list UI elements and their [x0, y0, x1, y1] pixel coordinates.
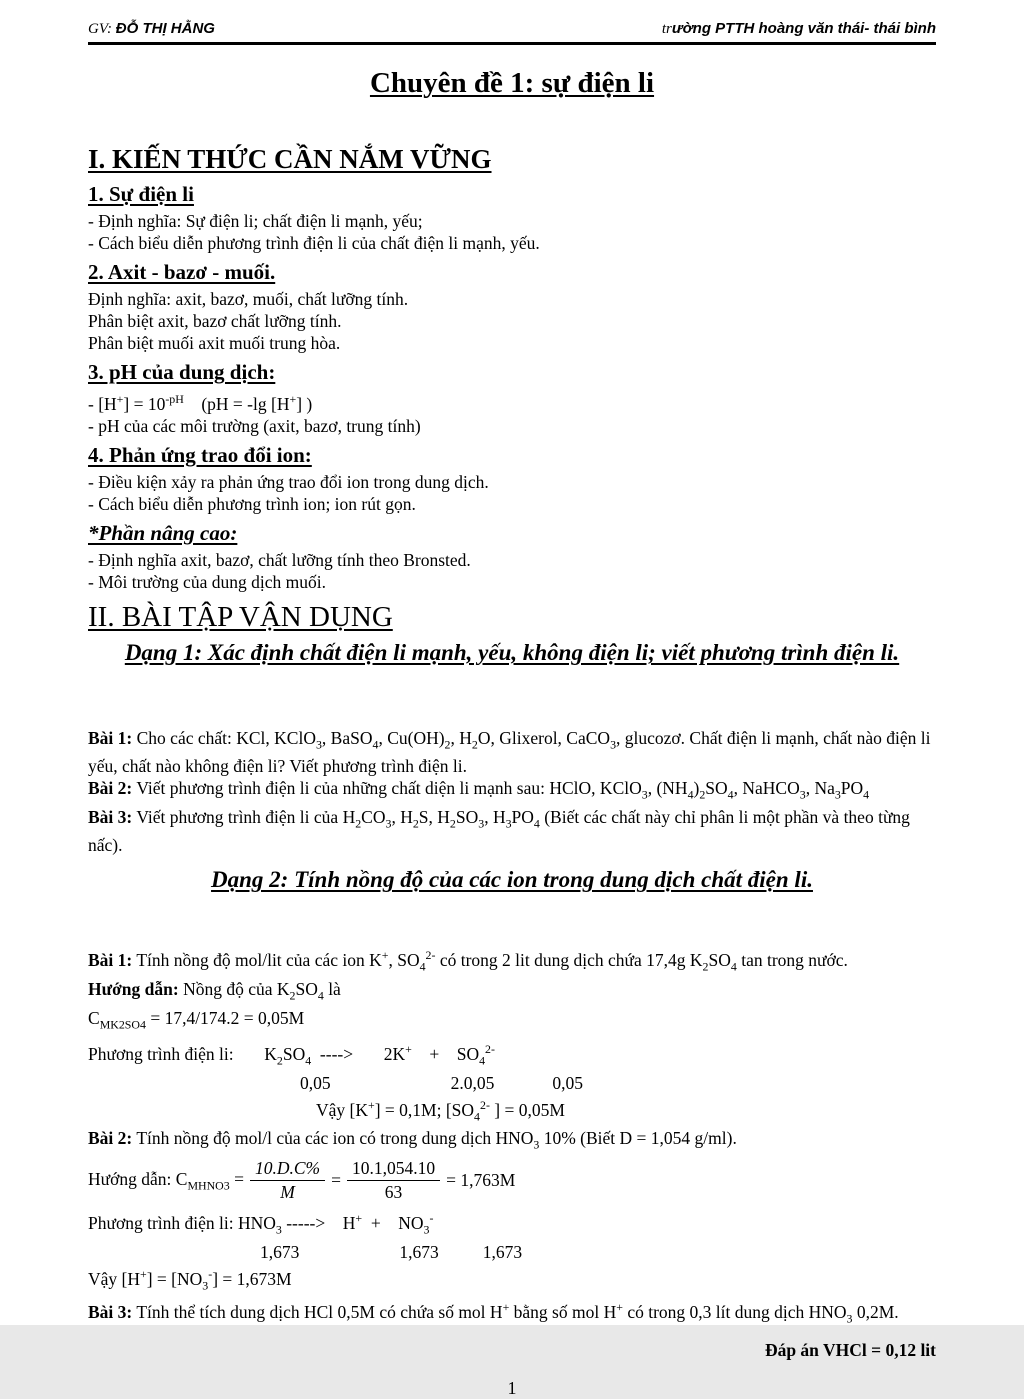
theory-advanced-line2: - Môi trường của dung dịch muối. [88, 571, 326, 592]
equals-sign: = [331, 1170, 341, 1191]
spacer [88, 669, 936, 727]
problem-text: Viết phương trình điện li của $H_2CO_3$, $H_2S$, $H_2SO_3$, $H_3PO_4$ (Biết các chất này chỉ phân li một phần và theo từng nấc). [88, 806, 910, 856]
dang2-problem-3 [88, 1296, 936, 1329]
header-teacher [88, 20, 215, 38]
exercises-section-heading: II. BÀI TẬP VẬN DỤNG [88, 600, 393, 633]
dang1-problem-1 [88, 727, 936, 778]
spacer [88, 896, 936, 944]
dang2-problem-2 [88, 1127, 936, 1156]
problem-label: Bài 1: [88, 727, 133, 748]
problem-text: Viết phương trình điện li của những chất diện li mạnh sau: HClO, KClO$_3$, $(NH_4)_2SO_4$, NaHCO$_3$, $Na_3PO_4$ [136, 778, 870, 802]
dang1-problem-2 [88, 777, 936, 806]
problem-label: Bài 2: [88, 778, 133, 799]
theory-sub3-line2: - pH của các môi trường (axit, bazơ, trung tính) [88, 415, 421, 436]
page-number: 1 [507, 1378, 517, 1399]
amount: 0,05 [552, 1072, 583, 1093]
dang2-heading: Dạng 2: Tính nồng độ của các ion trong dung dịch chất điện li. [211, 867, 813, 893]
theory-sub3-line1: - $[H^+] = 10^{-pH}$ (pH = -lg [H+] ) [88, 392, 313, 414]
equation2-conclusion: Vậy $[H^+] = [NO_3^-] = 1,673M$ [88, 1267, 292, 1293]
concentration-line: $C_{MK2SO4} = 17,4/174.2 = 0,05M$ [88, 1008, 305, 1032]
theory-sub1-line2: - Cách biểu diễn phương trình điện li của chất điện li mạnh, yếu. [88, 233, 540, 253]
fraction-numerator: 10.D.C% [250, 1158, 325, 1181]
fraction-symbolic [250, 1158, 325, 1203]
theory-sub3-heading: 3. pH của dung dịch: [88, 360, 276, 384]
fraction-denominator: 63 [384, 1182, 403, 1203]
teacher-prefix: GV: [88, 21, 116, 37]
theory-sub2-line2: Phân biệt axit, bazơ chất lưỡng tính. [88, 311, 342, 331]
fraction-denominator: M [280, 1182, 295, 1203]
problem-text: Cho các chất: KCl, KClO$_3$, BaSO$_4$, $Cu(OH)_2$, $H_2O$, Glixerol, CaCO$_3$, glucozơ. Chất điện li mạnh, chất nào điện li yếu, chất nào không điện li? Viết phương trình điện li. [88, 727, 931, 777]
solution-text: Nồng độ của $K_2SO_4$ là [183, 978, 341, 1003]
equation2-line: Phương trình điện li: $HNO_3$ -----> H+ + $NO_3^-$ [88, 1210, 434, 1237]
equation1-line: Phương trình điện li: $K_2SO_4$ ----> 2K+ + $SO_4^{2-}$ [88, 1041, 495, 1067]
dang2-solution1-intro [88, 978, 936, 1007]
theory-sub4-heading: 4. Phản ứng trao đổi ion: [88, 442, 312, 467]
theory-sub2-line3: Phân biệt muối axit muối trung hòa. [88, 333, 341, 353]
solution-label: Hướng dẫn: [88, 978, 179, 999]
amount: 1,673 [482, 1242, 523, 1263]
fraction-numeric [347, 1158, 440, 1203]
equation2-amounts [88, 1241, 936, 1263]
theory-sub1-heading: 1. Sự điện li [88, 182, 194, 206]
teacher-name: ĐỖ THỊ HẰNG [115, 20, 215, 37]
doc-title: Chuyên đề 1: sự điện li [369, 67, 655, 99]
theory-advanced-heading: *Phần nâng cao: [88, 520, 238, 545]
theory-sub4-line1: - Điều kiện xảy ra phản ứng trao đổi ion trong dung dịch. [88, 471, 489, 492]
problem-text: Tính thể tích dung dịch HCl 0,5M có chứa số mol H+ bằng số mol H+ có trong 0,3 lít dung dịch $HNO_3$ 0,2M. [136, 1300, 899, 1326]
theory-section-heading: I. KIẾN THỨC CẦN NẮM VỮNG [88, 144, 492, 174]
theory-sub1-line1: - Định nghĩa: Sự điện li; chất điện li mạnh, yếu; [88, 211, 423, 231]
dang2-problem-1 [88, 944, 936, 977]
fraction-numerator: 10.1,054.10 [347, 1158, 440, 1181]
solution2-formula [88, 1156, 936, 1206]
problem-label: Bài 3: [88, 806, 133, 827]
theory-sub2-heading: 2. Axit - bazơ - muối. [88, 260, 276, 284]
formula-result: = 1,763M [446, 1170, 516, 1191]
amount: 2.0,05 [450, 1072, 495, 1093]
dang1-problem-3 [88, 806, 936, 857]
equation1-conclusion: Vậy [K+] = 0,1M; [$SO_4^{2-}$ ] = 0,05M [316, 1097, 565, 1124]
amount: 1,673 [260, 1242, 300, 1263]
equation1-amounts [88, 1072, 936, 1094]
school-name: ường PTTH hoàng văn thái- thái bình [671, 20, 936, 37]
theory-sub4-line2: - Cách biểu diễn phương trình ion; ion rút gọn. [88, 493, 416, 514]
problem-text: Tính nồng độ mol/l của các ion có trong dung dịch $HNO_3$ 10% (Biết D = 1,054 g/ml). [136, 1128, 737, 1152]
dang1-heading: Dạng 1: Xác định chất điện li mạnh, yếu, không điện li; viết phương trình điện li. [124, 639, 900, 665]
page-header [88, 20, 936, 45]
school-prefix: tr [661, 21, 672, 37]
theory-advanced-line1: - Định nghĩa axit, bazơ, chất lưỡng tính theo Bronsted. [88, 549, 471, 570]
problem-label: Bài 3: [88, 1302, 133, 1323]
header-school [662, 20, 936, 38]
amount: 1,673 [399, 1242, 439, 1263]
problem-text: Tính nồng độ mol/lit của các ion K+, $SO_4^{2-}$ có trong 2 lit dung dịch chứa 17,4g $K_2SO_4$ tan trong nước. [136, 948, 848, 974]
answer-line: Đáp án VHCl = 0,12 lit [764, 1339, 936, 1360]
problem-label: Bài 2: [88, 1128, 133, 1149]
formula-prefix: Hướng dẫn: $C_{MHNO3}$ = [88, 1168, 244, 1193]
amount: 0,05 [300, 1072, 331, 1093]
problem-label: Bài 1: [88, 950, 133, 971]
theory-sub2-line1: Định nghĩa: axit, bazơ, muối, chất lưỡng tính. [88, 289, 409, 309]
